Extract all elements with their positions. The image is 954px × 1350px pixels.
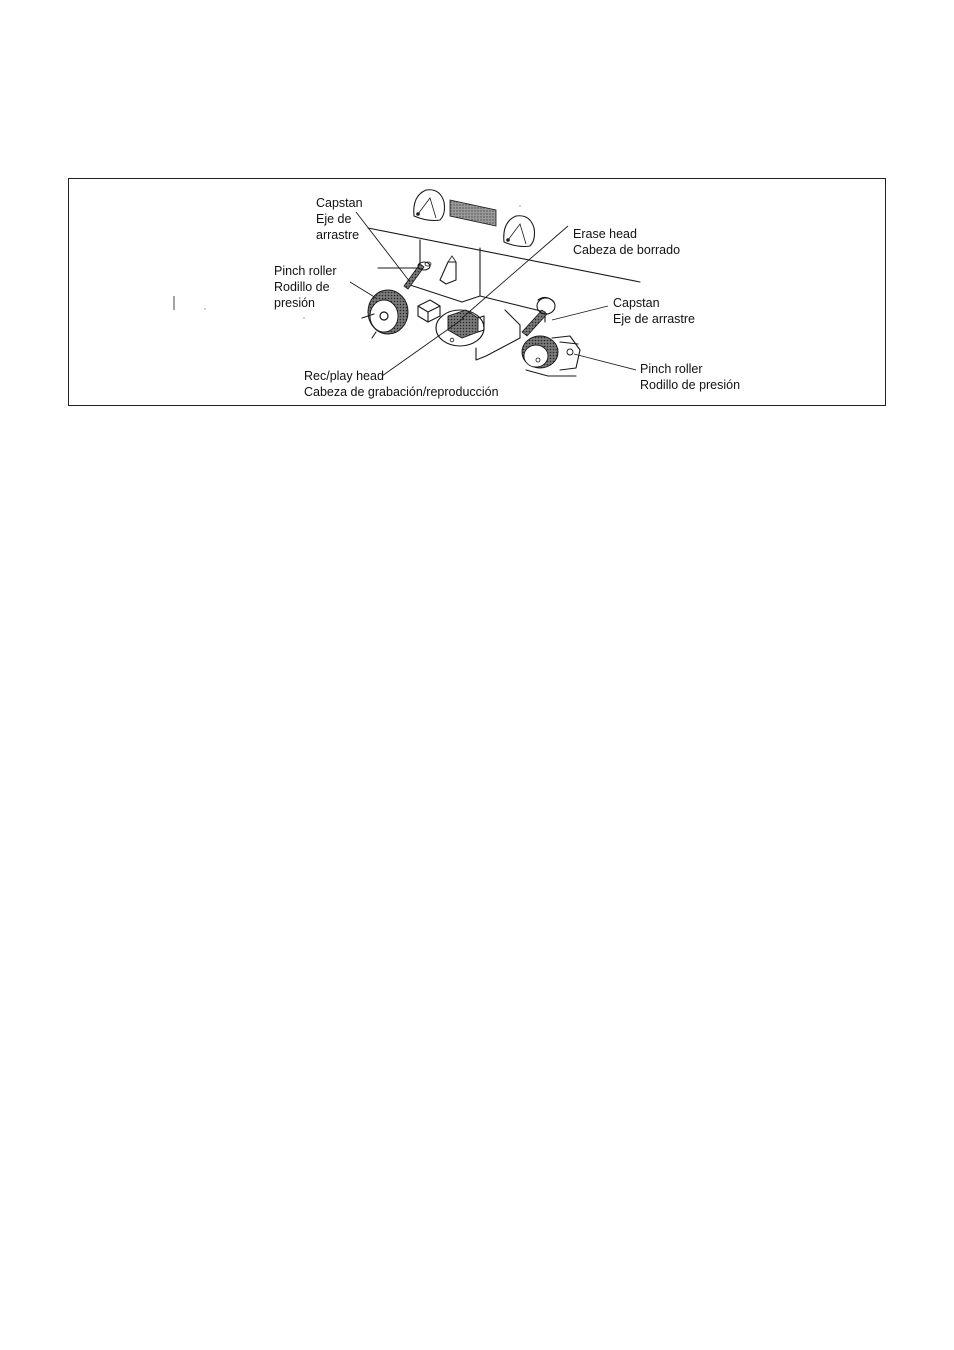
callout-erase-head-es: Cabeza de borrado — [573, 243, 681, 257]
callout-rec-play-head-en: Rec/play head — [304, 369, 384, 383]
callout-capstan-left-es-2: arrastre — [316, 228, 360, 242]
callout-pinch-roller-left-es-1: Rodillo de — [274, 280, 330, 294]
callout-capstan-right-en: Capstan — [613, 296, 660, 310]
callout-pinch-roller-right — [640, 361, 740, 393]
callout-pinch-roller-left — [274, 263, 337, 311]
callout-pinch-roller-right-es: Rodillo de presión — [640, 378, 741, 392]
callout-pinch-roller-left-es-2: presión — [274, 296, 315, 310]
callout-pinch-roller-right-en: Pinch roller — [640, 362, 703, 376]
callout-pinch-roller-left-en: Pinch roller — [274, 264, 337, 278]
callout-erase-head-en: Erase head — [573, 227, 637, 241]
callout-rec-play-head-es: Cabeza de grabación/reproducción — [304, 385, 499, 399]
callout-erase-head — [573, 226, 680, 258]
callout-capstan-left — [316, 195, 363, 243]
callout-capstan-left-es-1: Eje de — [316, 212, 352, 226]
callout-rec-play-head — [304, 368, 499, 400]
callout-capstan-left-en: Capstan — [316, 196, 363, 210]
callout-capstan-right — [613, 295, 695, 327]
callout-capstan-right-es: Eje de arrastre — [613, 312, 695, 326]
